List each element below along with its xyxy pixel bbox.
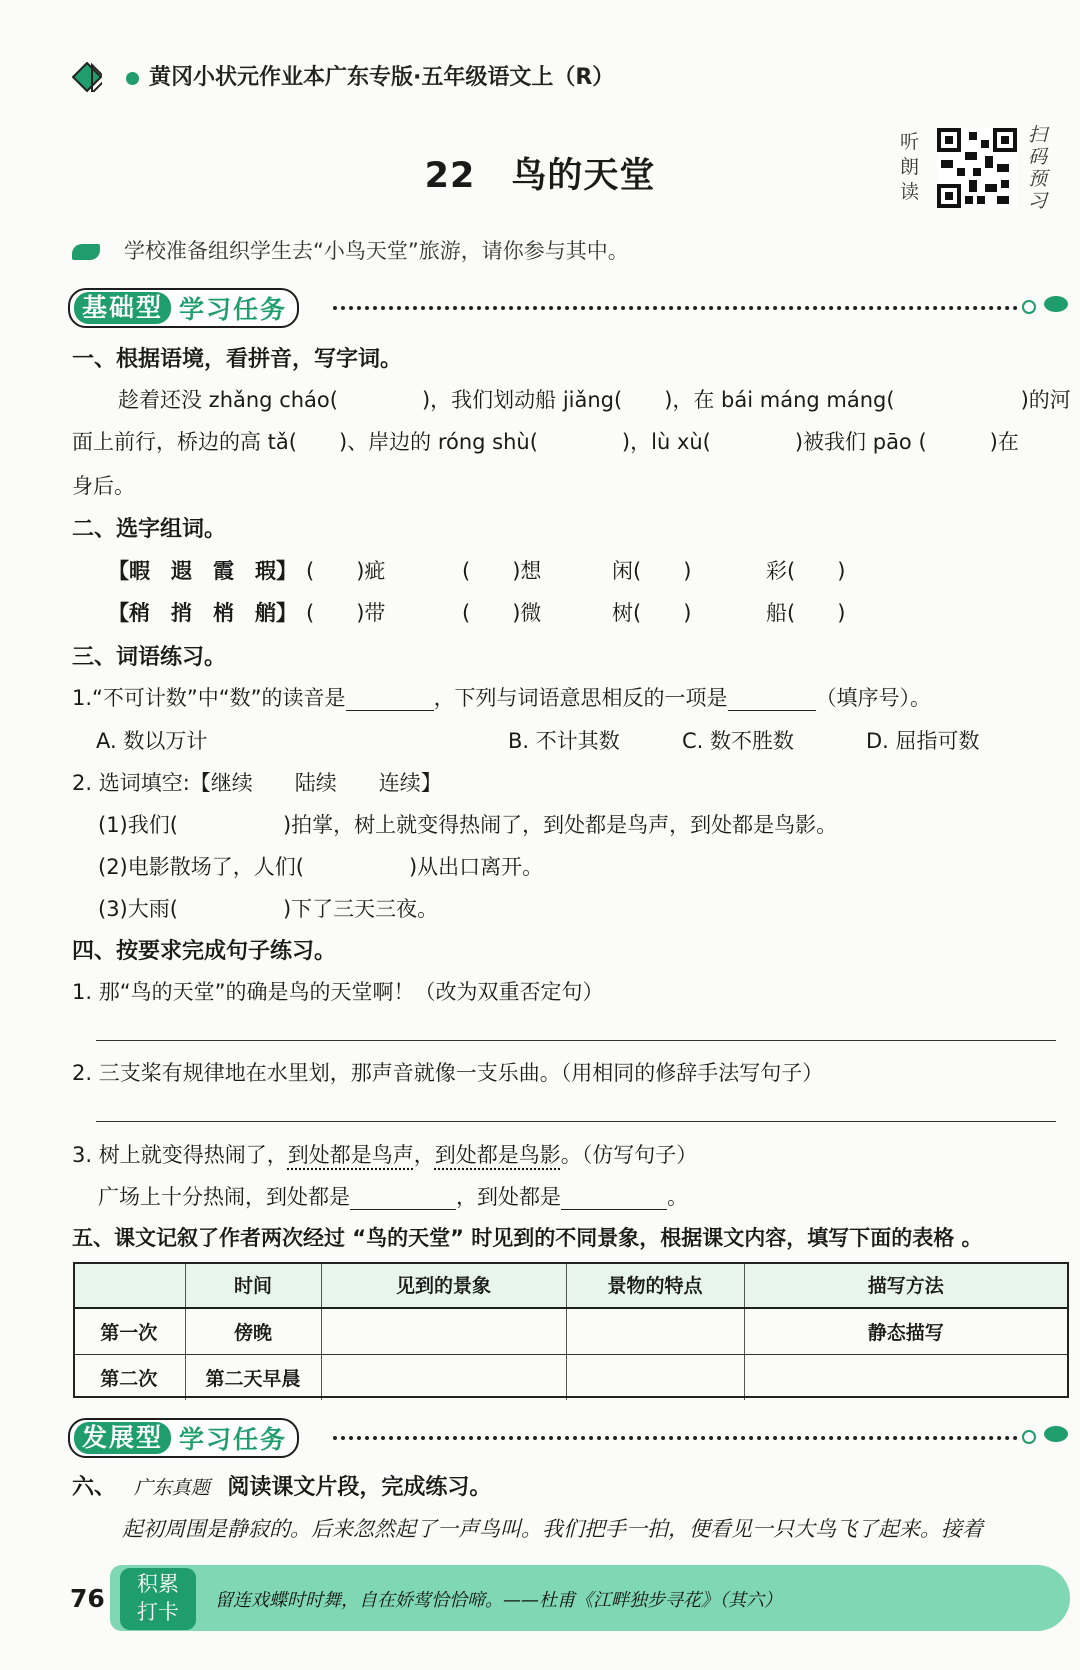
q3-item-1: [72, 682, 931, 712]
page-title: 22 鸟的天堂: [424, 156, 656, 196]
q5-heading: 五、课文记叙了作者两次经过 “鸟的天堂” 时见到的不同景象，根据课文内容，填写下面的表格 。: [72, 1226, 983, 1250]
table-header-cell: 景物的特点: [566, 1262, 744, 1308]
table-cell: 静态描写: [744, 1308, 1067, 1355]
q4-fill-text: 。: [667, 1185, 688, 1209]
section-tag: 发展型: [74, 1422, 171, 1454]
scan-preview-label: 扫码预习: [1028, 124, 1048, 212]
table-header-cell: 描写方法: [744, 1262, 1067, 1308]
oval-icon: [1044, 1426, 1068, 1442]
emphasis-text: 到处都是鸟影: [434, 1143, 561, 1167]
q3-item-1-text: 1.“不可计数”中“数”的读音是: [72, 686, 346, 710]
q4-fill-text: ，到处都是: [456, 1185, 561, 1209]
answer-blank[interactable]: [561, 1185, 667, 1210]
section-pill: [68, 1418, 299, 1458]
q3-option: B. 不计其数: [508, 729, 620, 753]
dev-section-bar: [68, 1418, 1068, 1458]
table-border: [73, 1262, 1069, 1398]
punch-card-badge: [120, 1568, 196, 1630]
section-task: 学习任务: [179, 1425, 288, 1454]
q4-item-2: 2. 三支桨有规律地在水里划，那声音就像一支乐曲。（用相同的修辞手法写句子）: [72, 1061, 824, 1085]
q1-heading: 一、根据语境，看拼音，写字词。: [72, 347, 403, 372]
q1-line-3: 身后。: [72, 474, 135, 498]
q3-option: C. 数不胜数: [682, 729, 795, 753]
answer-line[interactable]: [96, 1121, 1056, 1122]
listen-label: 听朗读: [900, 131, 920, 203]
answer-line[interactable]: [96, 1040, 1056, 1041]
q2-item: ( )疵: [306, 559, 386, 583]
q4-item-3-text: ，: [413, 1143, 435, 1167]
section-tag: 基础型: [74, 292, 171, 324]
table-cell: 第二天早晨: [185, 1355, 321, 1401]
q3-fill-2: (2)电影散场了，人们( )从出口离开。: [98, 855, 544, 879]
q3-option: D. 屈指可数: [866, 729, 980, 753]
q2-item: 树( ): [612, 601, 692, 625]
q3-heading: 三、词语练习。: [72, 645, 227, 670]
basic-section-bar: [68, 288, 1068, 328]
table-cell: 第一次: [73, 1308, 185, 1355]
q3-fill-3: (3)大雨( )下了三天三夜。: [98, 897, 439, 921]
q3-item-1-text: （填序号）。: [815, 686, 932, 710]
q4-heading: 四、按要求完成句子练习。: [72, 939, 337, 964]
badge-line: 积累: [137, 1572, 179, 1596]
diamond-logo-icon: [72, 62, 102, 92]
q6-heading: [72, 1470, 491, 1501]
section-task: 学习任务: [179, 295, 288, 324]
series-title: 黄冈小状元作业本广东专版·五年级语文上（R）: [126, 60, 886, 91]
intro-line: 学校准备组织学生去“小鸟天堂”旅游，请你参与其中。: [72, 235, 629, 265]
q3-option: A. 数以万计: [96, 729, 208, 753]
table-header-cell: 见到的景象: [321, 1262, 566, 1308]
dotted-divider: [333, 1436, 1018, 1440]
badge-line: 打卡: [137, 1600, 179, 1624]
oval-icon: [1044, 296, 1068, 312]
dotted-divider: [333, 306, 1018, 310]
q3-item-1-text: ，下列与词语意思相反的一项是: [433, 686, 728, 710]
q2-item: 彩( ): [766, 559, 846, 583]
q4-item-3: [72, 1139, 697, 1169]
circle-icon: [1022, 300, 1036, 314]
q4-item-3-text: 。（仿写句子）: [560, 1143, 698, 1167]
q2-heading: 二、选字组词。: [72, 517, 227, 542]
q2-item: 闲( ): [612, 559, 692, 583]
q6-text: 阅读课文片段，完成练习。: [227, 1475, 492, 1500]
q1-line-1: 趁着还没 zhǎng cháo( )，我们划动船 jiǎng( )，在 bái máng máng( )的河: [118, 388, 1071, 412]
answer-blank[interactable]: [728, 686, 816, 711]
q6-number: 六、: [72, 1475, 117, 1500]
table-cell: 第二次: [100, 1368, 158, 1390]
q6-passage: 起初周围是静寂的。后来忽然起了一声鸟叫。我们把手一拍，便看见一只大鸟飞了起来。接着: [122, 1517, 983, 1541]
q1-line-2: 面上前行，桥边的高 tǎ( )、岸边的 róng shù( )，lù xù( )被我们 pāo ( )在: [72, 430, 1019, 454]
section-pill: [68, 288, 299, 328]
q6-tag: 广东真题: [133, 1477, 210, 1499]
q3-item-2: 2. 选词填空:【继续 陆续 连续】: [72, 771, 442, 795]
q2-item: ( )想: [462, 559, 542, 583]
q2-item: ( )带: [306, 601, 386, 625]
footer-quote: 留连戏蝶时时舞，自在娇莺恰恰啼。——杜甫《江畔独步寻花》（其六）: [215, 1590, 782, 1611]
q2-item: 船( ): [766, 601, 846, 625]
q4-item-3-fill: [98, 1181, 688, 1211]
qr-code-icon[interactable]: [937, 128, 1017, 208]
q2-group-2: 【稍 捎 梢 艄】: [108, 601, 297, 625]
emphasis-text: 到处都是鸟声: [287, 1143, 414, 1167]
q2-item: ( )微: [462, 601, 542, 625]
q4-item-1: 1. 那“鸟的天堂”的确是鸟的天堂啊！（改为双重否定句）: [72, 980, 604, 1004]
answer-blank[interactable]: [350, 1185, 456, 1210]
table-header-cell: 时间: [185, 1262, 321, 1308]
q2-group-1: 【暇 遐 霞 瑕】: [108, 559, 297, 583]
page-number: 76: [70, 1584, 105, 1613]
circle-icon: [1022, 1430, 1036, 1444]
answer-blank[interactable]: [346, 686, 434, 711]
q4-fill-text: 广场上十分热闹，到处都是: [98, 1185, 350, 1209]
table-cell: 傍晚: [185, 1308, 321, 1355]
q3-fill-1: (1)我们( )拍掌，树上就变得热闹了，到处都是鸟声，到处都是鸟影。: [98, 813, 838, 837]
q4-item-3-text: 3. 树上就变得热闹了，: [72, 1143, 288, 1167]
bullet-dot-icon: [126, 72, 139, 85]
leaf-icon: [72, 244, 100, 260]
